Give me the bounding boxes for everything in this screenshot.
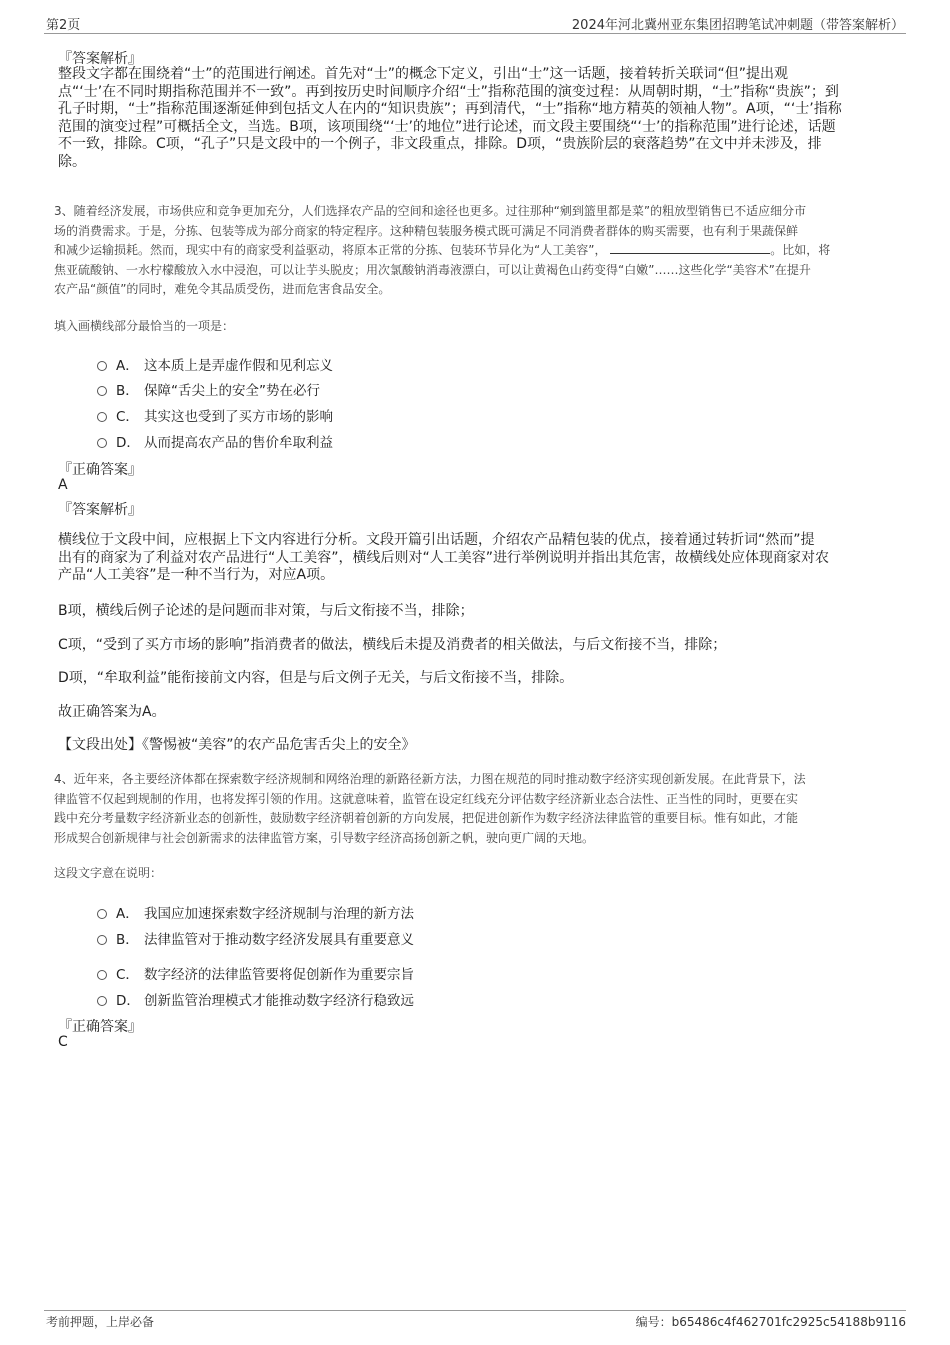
- q3-question-text: [54, 202, 904, 300]
- q3-line: 3、随着经济发展，市场供应和竞争更加充分，人们选择农产品的空间和途径也更多。过往那种“剜到篮里都是菜”的粗放型销售已不适应细分市: [54, 204, 807, 218]
- q3-line: 场的消费需求。于是，分拣、包装等成为部分商家的特定程序。这种精包装服务模式既可满足不同消费者群体的购买需要，也有利于果蔬保鲜: [54, 223, 799, 238]
- answer-blank: [610, 241, 770, 254]
- option-text: 这本质上是弄虚作假和见利忘义: [144, 358, 333, 374]
- q3-analysis-b: B项，横线后例子论述的是问题而非对策，与后文衔接不当，排除；: [58, 603, 474, 619]
- option-letter: C．: [116, 409, 139, 425]
- option-letter: B．: [116, 932, 139, 948]
- q3-line-start: 和减少运输损耗。然而，现实中有的商家受利益驱动，将原本正常的分拣、包装环节异化为“人工美容”，: [54, 243, 607, 257]
- q4-line: 形成契合创新规律与社会创新需求的法律监管方案，引导数字经济高扬创新之帆，驶向更广阔的天地。: [54, 830, 595, 845]
- q3-option-b[interactable]: [97, 379, 320, 399]
- radio-icon[interactable]: [97, 361, 107, 371]
- footer-slogan: 考前押题，上岸必备: [46, 1315, 155, 1329]
- q2-analysis-line: 点“‘士’在不同时期指称范围并不一致”。再到按历史时间顺序介绍“士”指称范围的演变过程：从周朝时期，“士”指称“贵族”；到: [58, 83, 839, 100]
- q2-analysis-line: 孔子时期，“士”指称范围逐渐延伸到包括文人在内的“知识贵族”；再到清代，“士”指称“地方精英的领袖人物”。A项，“‘士’指称: [58, 101, 842, 117]
- option-text: 保障“舌尖上的安全”势在必行: [144, 383, 320, 399]
- q3-analysis: [58, 532, 898, 585]
- q4-line: 践中充分考量数字经济新业态的创新性，鼓励数字经济朝着创新的方向发展，把促进创新作为数字经济法律监管的重要目标。惟有如此，才能: [54, 811, 799, 825]
- q4-line: 4、近年来，各主要经济体都在探索数字经济规制和网络治理的新路径新方法，力图在规范的同时推动数字经济实现创新发展。在此背景下，法: [54, 772, 806, 786]
- q2-analysis-line: 整段文字都在围绕着“士”的范围进行阐述。首先对“士”的概念下定义，引出“士”这一话题，接着转折关联词“但”提出观: [58, 66, 789, 82]
- q4-option-d[interactable]: [97, 989, 414, 1009]
- radio-icon[interactable]: [97, 935, 107, 945]
- option-letter: D．: [116, 435, 140, 451]
- radio-icon[interactable]: [97, 438, 107, 448]
- q3-conclusion: 故正确答案为A。: [58, 704, 166, 720]
- page-number: 第2页: [46, 18, 81, 33]
- q2-analysis-line: 范围的演变过程”可概括全文，当选。B项，该项围绕“‘士’的地位”进行论述，而文段主要围绕“‘士’的指称范围”进行论述，话题: [58, 118, 836, 135]
- q3-option-c[interactable]: [97, 405, 333, 425]
- option-text: 数字经济的法律监管要将促创新作为重要宗旨: [144, 967, 414, 983]
- option-letter: B．: [116, 383, 139, 399]
- radio-icon[interactable]: [97, 909, 107, 919]
- q3-analysis-line: 出有的商家为了利益对农产品进行“人工美容”，横线后则对“人工美容”进行举例说明并指出其危害，故横线处应体现商家对农: [58, 549, 830, 566]
- document-id: 编号：b65486c4f462701fc2925c54188b9116: [635, 1315, 906, 1329]
- q4-line: 律监管不仅起到规制的作用，也将发挥引领的作用。这就意味着，监管在设定红线充分评估数字经济新业态合法性、正当性的同时，更要在实: [54, 791, 799, 806]
- radio-icon[interactable]: [97, 386, 107, 396]
- footer-divider: [44, 1310, 906, 1311]
- document-title: 2024年河北冀州亚东集团招聘笔试冲刺题（带答案解析）: [571, 18, 904, 33]
- q4-prompt: 这段文字意在说明：: [54, 866, 163, 880]
- q3-line: 焦亚硫酸钠、一水柠檬酸放入水中浸泡，可以让芋头脱皮；用次氯酸钠消毒液漂白，可以让黄褐色山药变得“白嫩”……这些化学“美容术”在提升: [54, 262, 811, 277]
- radio-icon[interactable]: [97, 970, 107, 980]
- option-text: 我国应加速探索数字经济规制与治理的新方法: [144, 906, 414, 922]
- option-text: 其实这也受到了买方市场的影响: [144, 409, 333, 425]
- option-letter: A．: [116, 906, 139, 922]
- q3-analysis-line: 横线位于文段中间，应根据上下文内容进行分析。文段开篇引出话题，介绍农产品精包装的优点，接着通过转折词“然而”提: [58, 532, 815, 548]
- q3-prompt: 填入画横线部分最恰当的一项是：: [54, 319, 235, 333]
- q3-correct-answer: A: [58, 477, 68, 493]
- q4-correct-answer: C: [58, 1034, 68, 1050]
- header-divider: [44, 33, 906, 34]
- q2-analysis: [58, 66, 898, 171]
- q3-analysis-d: D项，“牟取利益”能衔接前文内容，但是与后文例子无关，与后文衔接不当，排除。: [58, 670, 574, 686]
- radio-icon[interactable]: [97, 412, 107, 422]
- q2-analysis-line: 不一致，排除。C项，“孔子”只是文段中的一个例子，非文段重点，排除。D项，“贵族阶层的衰落趋势”在文中并未涉及，排: [58, 136, 822, 152]
- q3-line: [54, 241, 904, 261]
- q4-option-a[interactable]: [97, 902, 414, 922]
- q2-analysis-line: 除。: [58, 153, 86, 170]
- analysis-label: 『答案解析』: [58, 51, 142, 67]
- radio-icon[interactable]: [97, 996, 107, 1006]
- analysis-label: 『答案解析』: [58, 502, 142, 518]
- q3-analysis-line: 产品“人工美容”是一种不当行为，对应A项。: [58, 567, 335, 583]
- option-text: 法律监管对于推动数字经济发展具有重要意义: [144, 932, 414, 948]
- q4-question-text: [54, 770, 904, 848]
- correct-answer-label: 『正确答案』: [58, 1019, 142, 1035]
- q3-option-a[interactable]: [97, 354, 333, 374]
- q3-analysis-c: C项，“受到了买方市场的影响”指消费者的做法，横线后未提及消费者的相关做法，与后文衔接不当，排除；: [58, 637, 727, 653]
- option-letter: D．: [116, 993, 140, 1009]
- q4-option-b[interactable]: [97, 928, 414, 948]
- option-text: 创新监管治理模式才能推动数字经济行稳致远: [144, 993, 414, 1009]
- option-letter: C．: [116, 967, 139, 983]
- q4-option-c[interactable]: [97, 963, 414, 983]
- q3-line: 农产品“颜值”的同时，难免令其品质受伤，进而危害食品安全。: [54, 282, 391, 296]
- option-text: 从而提高农产品的售价牟取利益: [144, 435, 333, 451]
- q3-source: 【文段出处】《警惕被“美容”的农产品危害舌尖上的安全》: [58, 737, 416, 753]
- option-letter: A．: [116, 358, 139, 374]
- q3-line-tail: 。比如，将: [770, 243, 831, 257]
- q3-option-d[interactable]: [97, 431, 333, 451]
- correct-answer-label: 『正确答案』: [58, 462, 142, 478]
